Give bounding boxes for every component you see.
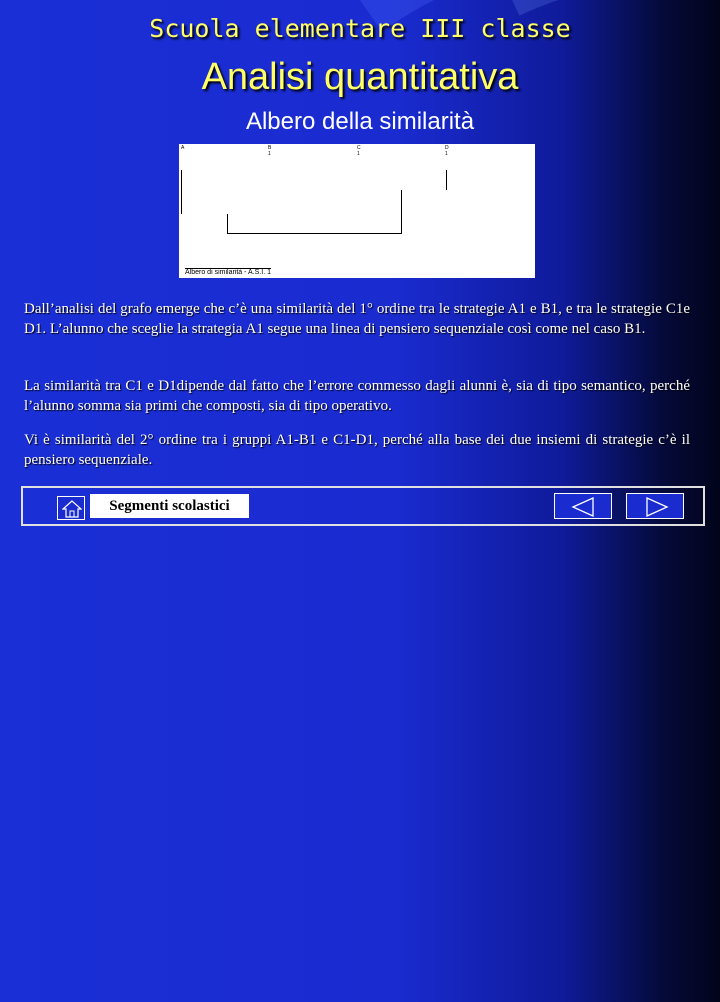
- navigation-bar: [21, 486, 705, 526]
- tree-label-d-sub: 1: [445, 151, 448, 157]
- paragraph-1: Dall’analisi del grafo emerge che c’è una similarità del 1° ordine tra le strategie A1 e B1, e tra le strategie C1e D1. L’alunno che sceglie la strategia A1 segue una linea di pensiero sequenziale così come nel caso B1.: [24, 301, 690, 337]
- paragraph-2: La similarità tra C1 e D1dipende dal fatto che l’errore commesso dagli alunni è, sia di tipo semantico, perché l’alunno somma sia primi che composti, sia di tipo operativo.: [24, 378, 690, 414]
- triangle-left-icon: [555, 494, 613, 520]
- tree-label-b-sub: 1: [268, 151, 271, 157]
- home-button[interactable]: [57, 496, 85, 520]
- page-title: Analisi quantitativa: [201, 56, 519, 98]
- paragraph-3: Vi è similarità del 2° ordine tra i gruppi A1-B1 e C1-D1, perché alla base dei due insiemi di strategie c’è il pensiero sequenziale.: [24, 432, 690, 468]
- tree-label-b: B: [268, 145, 272, 151]
- triangle-right-icon: [627, 494, 685, 520]
- tree-label-c-sub: 1: [357, 151, 360, 157]
- next-slide-button[interactable]: [626, 493, 684, 519]
- page-subtitle: Albero della similarità: [245, 108, 475, 135]
- home-icon: [62, 500, 82, 518]
- tree-branch-right: [401, 190, 402, 234]
- tree-branch-a: [181, 170, 182, 214]
- previous-slide-button[interactable]: [554, 493, 612, 519]
- tree-junction: [227, 233, 402, 234]
- tree-branch-d: [446, 170, 447, 190]
- segmenti-scolastici-button[interactable]: Segmenti scolastici: [90, 494, 249, 518]
- similarity-tree-image: [179, 144, 535, 278]
- school-title: Scuola elementare III classe: [149, 14, 571, 43]
- tree-label-c: C: [357, 145, 361, 151]
- tree-label-a: A: [181, 145, 185, 151]
- tree-label-d: D: [445, 145, 449, 151]
- tree-branch-left: [227, 214, 228, 234]
- tree-caption: Albero di similarità - A.S.I. 1: [185, 269, 271, 276]
